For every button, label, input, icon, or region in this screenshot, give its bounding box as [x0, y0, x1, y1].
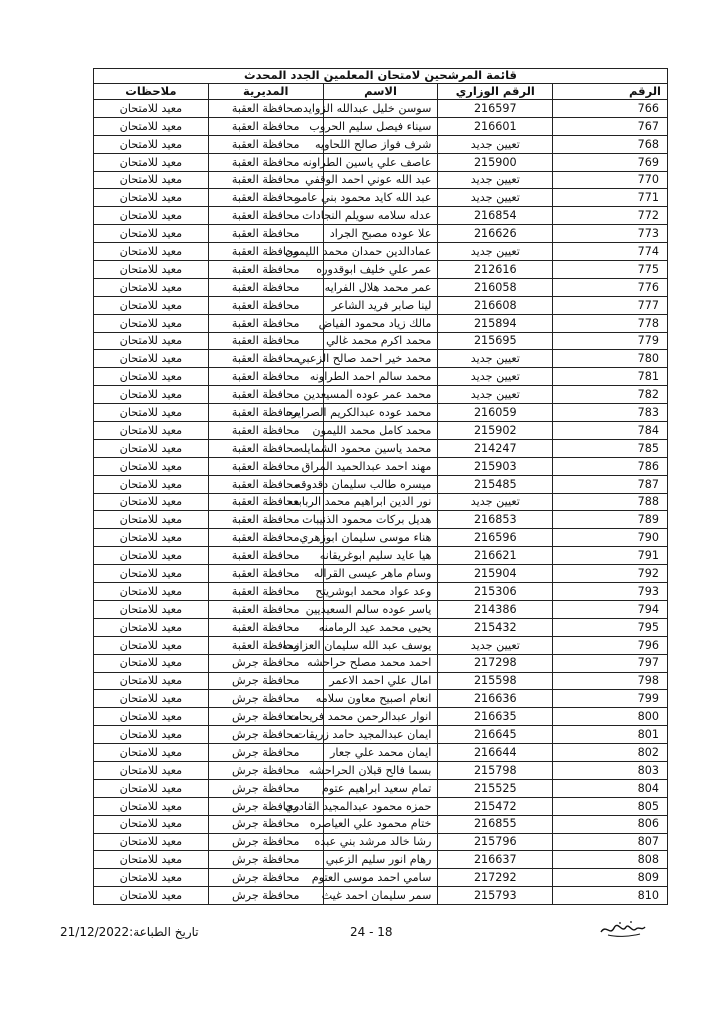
row-name: عمر محمد هلال الفرايه: [323, 278, 438, 296]
row-directorate: محافظة العقبة: [208, 439, 323, 457]
row-name: ختام محمود علي العياصره: [323, 815, 438, 833]
row-number: 799: [553, 690, 668, 708]
row-ministry-number: 216596: [438, 529, 553, 547]
row-name: نور الدين ابراهيم محمد الربابعه: [323, 493, 438, 511]
row-ministry-number: 215904: [438, 565, 553, 583]
row-name: هناء موسى سليمان ابوزهري: [323, 529, 438, 547]
row-name: محمد اكرم محمد غالي: [323, 332, 438, 350]
row-ministry-number: 217292: [438, 869, 553, 887]
row-ministry-number: 215798: [438, 761, 553, 779]
row-name: سمر سليمان احمد غيث: [323, 887, 438, 905]
table-row: [94, 135, 668, 153]
row-ministry-number: 215472: [438, 797, 553, 815]
row-notes: معيد للامتحان: [94, 243, 209, 261]
row-number: 789: [553, 511, 668, 529]
row-ministry-number: 215902: [438, 422, 553, 440]
row-ministry-number: 215900: [438, 153, 553, 171]
row-number: 780: [553, 350, 668, 368]
table-row: [94, 690, 668, 708]
row-name: هديل بركات محمود الذنيبات: [323, 511, 438, 529]
row-notes: معيد للامتحان: [94, 457, 209, 475]
row-notes: معيد للامتحان: [94, 493, 209, 511]
row-directorate: محافظة العقبة: [208, 457, 323, 475]
row-name: ايمان عبدالمجيد حامد زريقات: [323, 726, 438, 744]
row-ministry-number: 216597: [438, 100, 553, 118]
row-number: 798: [553, 672, 668, 690]
row-number: 807: [553, 833, 668, 851]
row-notes: معيد للامتحان: [94, 654, 209, 672]
table-row: [94, 887, 668, 905]
row-name: محمد عوده عبدالكريم الصرايره: [323, 404, 438, 422]
row-directorate: محافظة العقبة: [208, 600, 323, 618]
row-number: 776: [553, 278, 668, 296]
row-name: امال علي احمد الاعمر: [323, 672, 438, 690]
row-ministry-number: 215306: [438, 583, 553, 601]
row-ministry-number: 215432: [438, 618, 553, 636]
row-number: 796: [553, 636, 668, 654]
row-notes: معيد للامتحان: [94, 583, 209, 601]
row-ministry-number: 215485: [438, 475, 553, 493]
row-notes: معيد للامتحان: [94, 475, 209, 493]
row-number: 805: [553, 797, 668, 815]
table-row: [94, 815, 668, 833]
table-row: [94, 851, 668, 869]
row-directorate: محافظة العقبة: [208, 296, 323, 314]
row-ministry-number: 215525: [438, 779, 553, 797]
row-ministry-number: 214247: [438, 439, 553, 457]
table-row: [94, 368, 668, 386]
row-notes: معيد للامتحان: [94, 511, 209, 529]
row-directorate: محافظة العقبة: [208, 547, 323, 565]
row-number: 781: [553, 368, 668, 386]
table-row: [94, 422, 668, 440]
table-row: [94, 779, 668, 797]
row-name: بسما فالح قبلان الحراحشه: [323, 761, 438, 779]
row-number: 786: [553, 457, 668, 475]
row-number: 770: [553, 171, 668, 189]
row-directorate: محافظة العقبة: [208, 243, 323, 261]
row-number: 784: [553, 422, 668, 440]
table-row: [94, 708, 668, 726]
row-number: 808: [553, 851, 668, 869]
table-row: [94, 797, 668, 815]
row-ministry-number: تعيين جديد: [438, 386, 553, 404]
row-name: سيناء فيصل سليم الحروب: [323, 117, 438, 135]
row-ministry-number: 216644: [438, 744, 553, 762]
row-ministry-number: تعيين جديد: [438, 189, 553, 207]
row-directorate: محافظة العقبة: [208, 171, 323, 189]
row-number: 768: [553, 135, 668, 153]
table-row: [94, 511, 668, 529]
row-number: 771: [553, 189, 668, 207]
row-number: 797: [553, 654, 668, 672]
table-row: [94, 189, 668, 207]
row-directorate: محافظة العقبة: [208, 422, 323, 440]
header-notes: ملاحظات: [94, 84, 209, 100]
row-notes: معيد للامتحان: [94, 887, 209, 905]
row-notes: معيد للامتحان: [94, 404, 209, 422]
row-number: 804: [553, 779, 668, 797]
row-number: 783: [553, 404, 668, 422]
row-number: 806: [553, 815, 668, 833]
row-ministry-number: 216635: [438, 708, 553, 726]
table-row: [94, 744, 668, 762]
row-directorate: محافظة العقبة: [208, 261, 323, 279]
row-number: 794: [553, 600, 668, 618]
row-ministry-number: 216058: [438, 278, 553, 296]
row-notes: معيد للامتحان: [94, 332, 209, 350]
row-name: يحيى محمد عيد الرمامنه: [323, 618, 438, 636]
table-row: [94, 296, 668, 314]
row-ministry-number: 216601: [438, 117, 553, 135]
table-row: [94, 457, 668, 475]
row-directorate: محافظة جرش: [208, 851, 323, 869]
candidates-table: [93, 68, 668, 905]
row-directorate: محافظة العقبة: [208, 618, 323, 636]
row-name: سوسن خليل عبدالله الزوايده: [323, 100, 438, 118]
row-number: 790: [553, 529, 668, 547]
row-name: محمد ياسين محمود الشمايله: [323, 439, 438, 457]
row-ministry-number: 217298: [438, 654, 553, 672]
table-row: [94, 350, 668, 368]
row-ministry-number: 216853: [438, 511, 553, 529]
row-number: 801: [553, 726, 668, 744]
row-directorate: محافظة العقبة: [208, 100, 323, 118]
row-directorate: محافظة العقبة: [208, 350, 323, 368]
table-row: [94, 243, 668, 261]
row-directorate: محافظة جرش: [208, 779, 323, 797]
row-notes: معيد للامتحان: [94, 565, 209, 583]
row-notes: معيد للامتحان: [94, 618, 209, 636]
row-name: علا عوده مصبح الجراد: [323, 225, 438, 243]
row-number: 795: [553, 618, 668, 636]
row-name: عاصف علي ياسين الطراونه: [323, 153, 438, 171]
row-directorate: محافظة جرش: [208, 654, 323, 672]
table-row: [94, 636, 668, 654]
table-body: [94, 100, 668, 905]
row-notes: معيد للامتحان: [94, 189, 209, 207]
row-number: 802: [553, 744, 668, 762]
table-row: [94, 332, 668, 350]
table-row: [94, 314, 668, 332]
row-directorate: محافظة العقبة: [208, 511, 323, 529]
row-number: 791: [553, 547, 668, 565]
row-notes: معيد للامتحان: [94, 636, 209, 654]
row-notes: معيد للامتحان: [94, 690, 209, 708]
table-row: [94, 207, 668, 225]
row-ministry-number: 216608: [438, 296, 553, 314]
table-row: [94, 761, 668, 779]
table-row: [94, 833, 668, 851]
row-ministry-number: 216636: [438, 690, 553, 708]
row-directorate: محافظة العقبة: [208, 368, 323, 386]
row-number: 767: [553, 117, 668, 135]
row-directorate: محافظة جرش: [208, 761, 323, 779]
row-notes: معيد للامتحان: [94, 779, 209, 797]
header-directorate: المديرية: [208, 84, 323, 100]
row-name: رشا خالد مرشد بني عبده: [323, 833, 438, 851]
row-name: مهند احمد عبدالحميد المراق: [323, 457, 438, 475]
row-notes: معيد للامتحان: [94, 726, 209, 744]
row-notes: معيد للامتحان: [94, 708, 209, 726]
row-ministry-number: 215793: [438, 887, 553, 905]
row-number: 803: [553, 761, 668, 779]
row-ministry-number: 216621: [438, 547, 553, 565]
row-notes: معيد للامتحان: [94, 207, 209, 225]
row-name: محمد سالم احمد الطراونه: [323, 368, 438, 386]
row-directorate: محافظة جرش: [208, 708, 323, 726]
row-name: احمد محمد مصلح حراحشه: [323, 654, 438, 672]
row-number: 793: [553, 583, 668, 601]
row-notes: معيد للامتحان: [94, 815, 209, 833]
row-ministry-number: تعيين جديد: [438, 350, 553, 368]
row-ministry-number: 216626: [438, 225, 553, 243]
row-directorate: محافظة العقبة: [208, 493, 323, 511]
table-row: [94, 100, 668, 118]
row-name: وسام ماهر عيسى القراله: [323, 565, 438, 583]
row-directorate: محافظة جرش: [208, 690, 323, 708]
row-number: 772: [553, 207, 668, 225]
row-ministry-number: تعيين جديد: [438, 243, 553, 261]
row-notes: معيد للامتحان: [94, 350, 209, 368]
row-number: 785: [553, 439, 668, 457]
row-notes: معيد للامتحان: [94, 600, 209, 618]
row-notes: معيد للامتحان: [94, 797, 209, 815]
row-notes: معيد للامتحان: [94, 314, 209, 332]
row-number: 777: [553, 296, 668, 314]
table-row: [94, 672, 668, 690]
row-ministry-number: 216637: [438, 851, 553, 869]
row-number: 779: [553, 332, 668, 350]
header-name: الاسم: [323, 84, 438, 100]
row-notes: معيد للامتحان: [94, 547, 209, 565]
row-notes: معيد للامتحان: [94, 672, 209, 690]
row-name: يوسف عبد الله سليمان العزازمه: [323, 636, 438, 654]
print-date: تاريخ الطباعة:21/12/2022: [60, 925, 199, 939]
row-directorate: محافظة العقبة: [208, 565, 323, 583]
row-ministry-number: 215598: [438, 672, 553, 690]
row-directorate: محافظة العقبة: [208, 314, 323, 332]
row-directorate: محافظة جرش: [208, 833, 323, 851]
row-notes: معيد للامتحان: [94, 225, 209, 243]
row-number: 773: [553, 225, 668, 243]
row-directorate: محافظة جرش: [208, 797, 323, 815]
row-ministry-number: تعيين جديد: [438, 636, 553, 654]
table-row: [94, 225, 668, 243]
row-name: عبد الله كايد محمود بني عامر: [323, 189, 438, 207]
row-ministry-number: 216645: [438, 726, 553, 744]
row-name: ميسره طالب سليمان دقدوقه: [323, 475, 438, 493]
row-notes: معيد للامتحان: [94, 833, 209, 851]
row-ministry-number: 212616: [438, 261, 553, 279]
table-row: [94, 600, 668, 618]
row-number: 792: [553, 565, 668, 583]
row-number: 788: [553, 493, 668, 511]
row-ministry-number: 215796: [438, 833, 553, 851]
row-directorate: محافظة جرش: [208, 869, 323, 887]
row-ministry-number: 215903: [438, 457, 553, 475]
row-number: 782: [553, 386, 668, 404]
row-number: 775: [553, 261, 668, 279]
row-ministry-number: 216855: [438, 815, 553, 833]
row-notes: معيد للامتحان: [94, 296, 209, 314]
row-notes: معيد للامتحان: [94, 135, 209, 153]
row-number: 787: [553, 475, 668, 493]
row-name: عبد الله عوني احمد الوقفي: [323, 171, 438, 189]
row-directorate: محافظة العقبة: [208, 153, 323, 171]
row-name: انوار عبدالرحمن محمد فريحات: [323, 708, 438, 726]
row-notes: معيد للامتحان: [94, 851, 209, 869]
row-notes: معيد للامتحان: [94, 761, 209, 779]
table-row: [94, 278, 668, 296]
row-notes: معيد للامتحان: [94, 529, 209, 547]
table-row: [94, 475, 668, 493]
row-ministry-number: 216059: [438, 404, 553, 422]
row-name: وعد عواد محمد ابوشريتح: [323, 583, 438, 601]
row-directorate: محافظة جرش: [208, 744, 323, 762]
row-ministry-number: 215695: [438, 332, 553, 350]
page-range: 24 - 18: [350, 925, 393, 939]
row-directorate: محافظة العقبة: [208, 117, 323, 135]
row-directorate: محافظة جرش: [208, 672, 323, 690]
row-name: حمزه محمود عبدالمجيد القادري: [323, 797, 438, 815]
table-row: [94, 153, 668, 171]
table-title: قائمة المرشحين لامتحان المعلمين الجدد المحدث: [94, 69, 668, 84]
row-name: هيا عايد سليم ابوغريقانه: [323, 547, 438, 565]
row-name: محمد عمر عوده المسيعدين: [323, 386, 438, 404]
header-ministry-number: الرقم الوزاري: [438, 84, 553, 100]
row-name: عدله سلامه سويلم النجادات: [323, 207, 438, 225]
row-notes: معيد للامتحان: [94, 386, 209, 404]
table-row: [94, 404, 668, 422]
table-row: [94, 493, 668, 511]
row-notes: معيد للامتحان: [94, 422, 209, 440]
row-directorate: محافظة العقبة: [208, 386, 323, 404]
row-ministry-number: 216854: [438, 207, 553, 225]
table-row: [94, 618, 668, 636]
row-number: 800: [553, 708, 668, 726]
header-number: الرقم: [553, 84, 668, 100]
row-name: عمادالدين حمدان محمد الليمون: [323, 243, 438, 261]
row-directorate: محافظة العقبة: [208, 332, 323, 350]
row-notes: معيد للامتحان: [94, 171, 209, 189]
row-directorate: محافظة العقبة: [208, 225, 323, 243]
row-directorate: محافظة العقبة: [208, 404, 323, 422]
table-row: [94, 117, 668, 135]
row-notes: معيد للامتحان: [94, 153, 209, 171]
row-notes: معيد للامتحان: [94, 744, 209, 762]
table-row: [94, 547, 668, 565]
table-row: [94, 583, 668, 601]
row-number: 809: [553, 869, 668, 887]
table-row: [94, 171, 668, 189]
row-ministry-number: تعيين جديد: [438, 135, 553, 153]
row-number: 766: [553, 100, 668, 118]
row-notes: معيد للامتحان: [94, 261, 209, 279]
row-directorate: محافظة العقبة: [208, 278, 323, 296]
signature-logo: [598, 918, 648, 940]
row-notes: معيد للامتحان: [94, 278, 209, 296]
row-ministry-number: تعيين جديد: [438, 171, 553, 189]
row-directorate: محافظة جرش: [208, 815, 323, 833]
row-number: 769: [553, 153, 668, 171]
row-notes: معيد للامتحان: [94, 100, 209, 118]
table-row: [94, 529, 668, 547]
row-notes: معيد للامتحان: [94, 368, 209, 386]
table-row: [94, 654, 668, 672]
row-directorate: محافظة العقبة: [208, 636, 323, 654]
row-name: رهام انور سليم الزعبي: [323, 851, 438, 869]
row-number: 810: [553, 887, 668, 905]
row-number: 778: [553, 314, 668, 332]
row-ministry-number: 214386: [438, 600, 553, 618]
row-notes: معيد للامتحان: [94, 117, 209, 135]
row-ministry-number: 215894: [438, 314, 553, 332]
row-directorate: محافظة جرش: [208, 726, 323, 744]
row-ministry-number: تعيين جديد: [438, 493, 553, 511]
row-name: عمر علي خليف ابوقدوره: [323, 261, 438, 279]
row-directorate: محافظة العقبة: [208, 529, 323, 547]
row-name: انعام اصبيح معاون سلامه: [323, 690, 438, 708]
row-directorate: محافظة العقبة: [208, 189, 323, 207]
row-number: 774: [553, 243, 668, 261]
table-row: [94, 439, 668, 457]
row-ministry-number: تعيين جديد: [438, 368, 553, 386]
row-name: مالك زياد محمود الفياض: [323, 314, 438, 332]
row-directorate: محافظة العقبة: [208, 135, 323, 153]
table-row: [94, 726, 668, 744]
row-name: تمام سعيد ابراهيم عتوم: [323, 779, 438, 797]
row-notes: معيد للامتحان: [94, 439, 209, 457]
row-directorate: محافظة العقبة: [208, 207, 323, 225]
row-directorate: محافظة العقبة: [208, 583, 323, 601]
row-directorate: محافظة العقبة: [208, 475, 323, 493]
table-row: [94, 869, 668, 887]
row-name: سامي احمد موسى العتوم: [323, 869, 438, 887]
row-name: محمد كامل محمد الليمون: [323, 422, 438, 440]
table-row: [94, 565, 668, 583]
table-row: [94, 261, 668, 279]
row-notes: معيد للامتحان: [94, 869, 209, 887]
row-name: ياسر عوده سالم السعيديين: [323, 600, 438, 618]
row-name: محمد خير احمد صالح الزعبي: [323, 350, 438, 368]
row-name: ايمان محمد علي جعار: [323, 744, 438, 762]
table-row: [94, 386, 668, 404]
row-name: شرف فواز صالح اللحاويه: [323, 135, 438, 153]
row-name: لينا صابر فريد الشاعر: [323, 296, 438, 314]
row-directorate: محافظة جرش: [208, 887, 323, 905]
